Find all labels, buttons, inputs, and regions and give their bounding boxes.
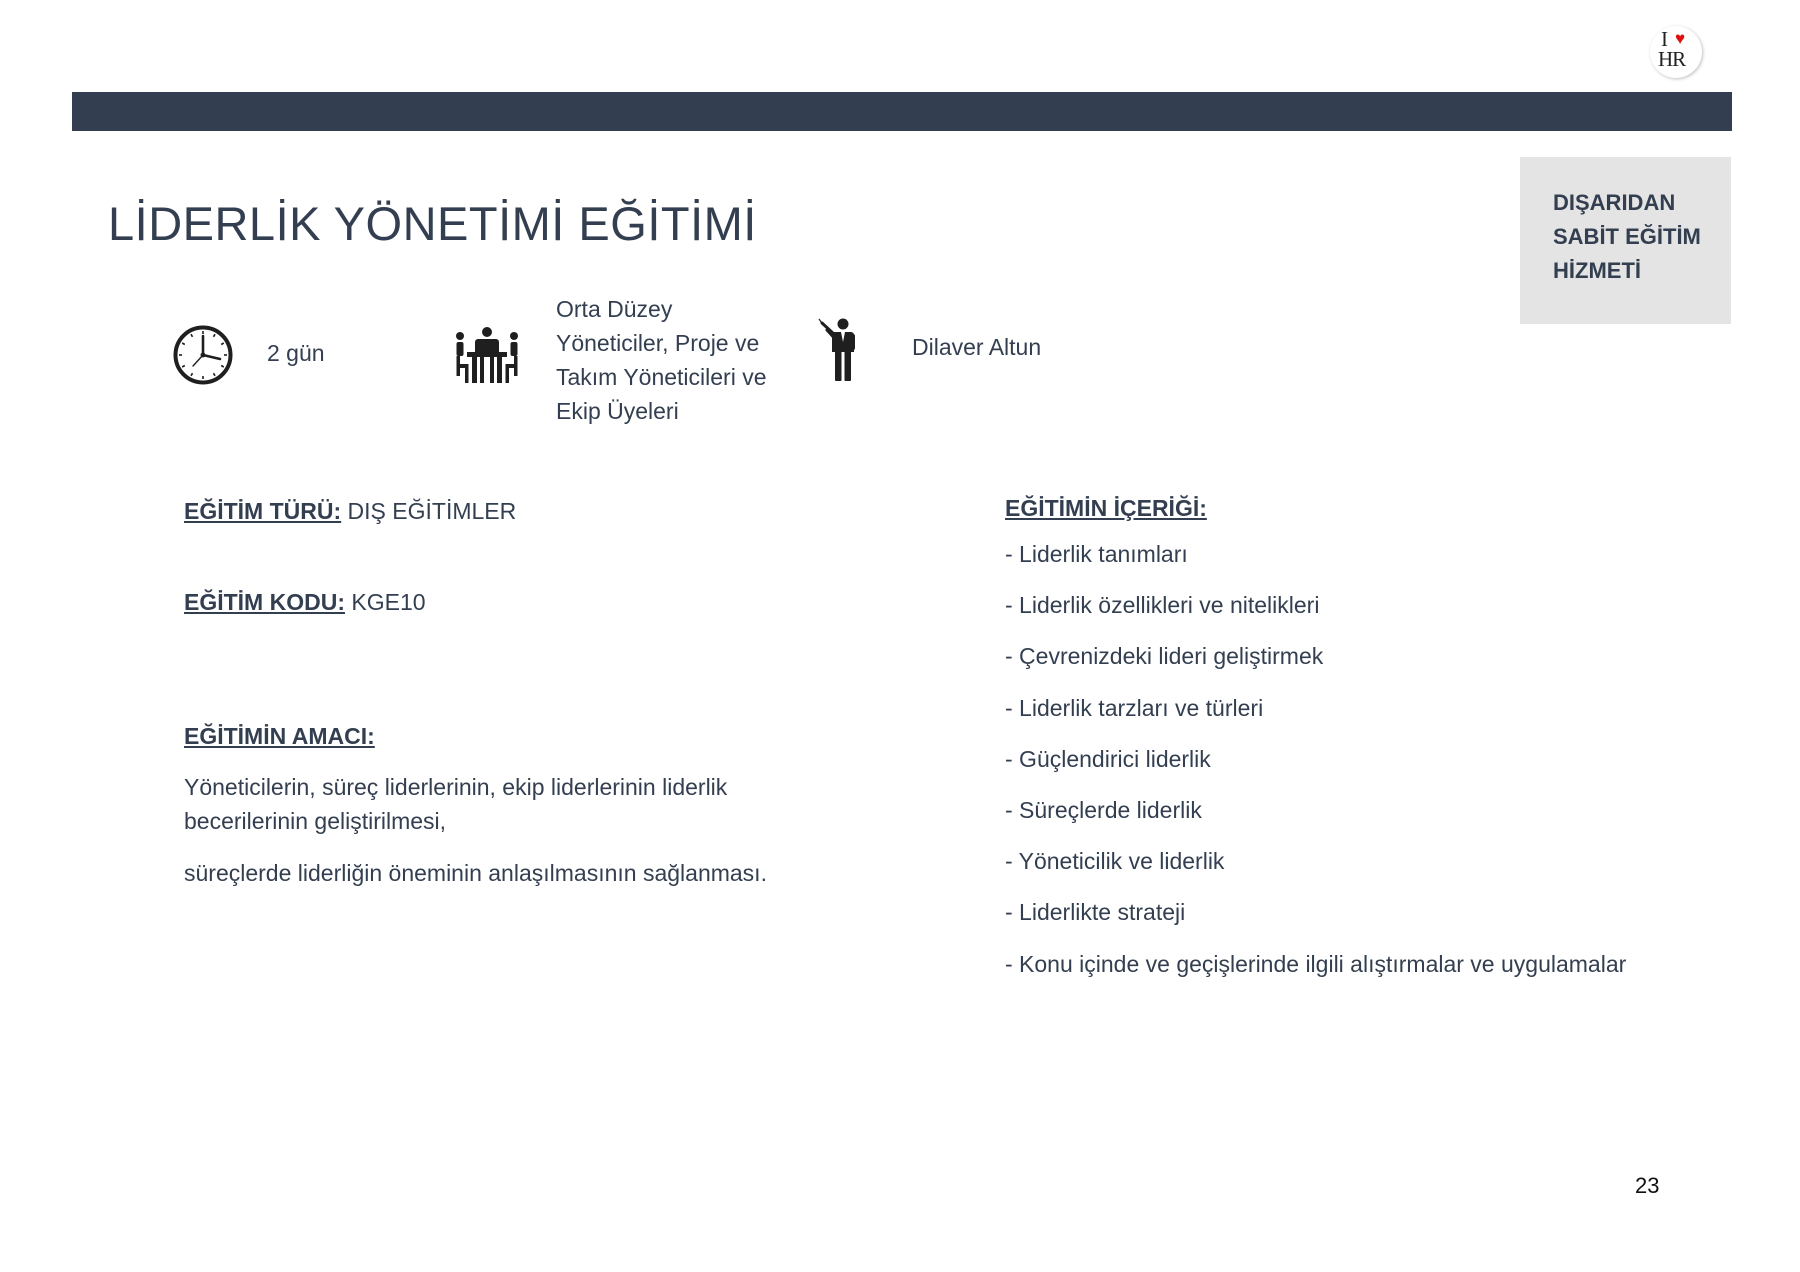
clock-icon (172, 324, 234, 386)
training-code (184, 585, 426, 619)
meeting-people-icon (455, 326, 519, 386)
list-item: - Liderlik özellikleri ve nitelikleri (1005, 592, 1320, 619)
list-item: - Güçlendirici liderlik (1005, 745, 1211, 772)
audience-line-3: Takım Yöneticileri ve (556, 364, 767, 390)
list-item: - Süreçlerde liderlik (1005, 796, 1202, 823)
list-item: - Liderlik tanımları (1005, 541, 1188, 567)
badge-line-1: DIŞARIDAN (1553, 190, 1676, 215)
duration-text: 2 gün (267, 340, 325, 366)
i-love-hr-logo (1650, 26, 1702, 78)
badge-line-2: SABİT EĞİTİM (1553, 224, 1701, 249)
content-label: EĞİTİMİN İÇERİĞİ: (1005, 495, 1207, 521)
presenter-icon (818, 318, 858, 382)
list-item: - Liderlikte strateji (1005, 899, 1186, 926)
heart-icon: ♥ (1675, 29, 1686, 48)
page-number: 23 (1635, 1173, 1660, 1198)
header-bar (72, 92, 1732, 131)
list-item: - Konu içinde ve geçişlerinde ilgili alıştırmalar ve uygulamalar (1005, 950, 1627, 977)
service-type-badge (1520, 157, 1731, 324)
audience-line-2: Yöneticiler, Proje ve (556, 330, 760, 356)
trainer-name: Dilaver Altun (912, 334, 1042, 360)
logo-letters-hr: HR (1658, 47, 1686, 71)
purpose-line-1: Yöneticilerin, süreç liderlerinin, ekip liderlerinin liderlik (184, 774, 728, 800)
list-item: - Çevrenizdeki lideri geliştirmek (1005, 643, 1324, 670)
logo-letter-i: I (1661, 27, 1668, 51)
content-list (1005, 537, 1626, 998)
training-type-label: EĞİTİM TÜRÜ: (184, 498, 342, 524)
list-item: - Yöneticilik ve liderlik (1005, 848, 1225, 875)
purpose-line-2: becerilerinin geliştirilmesi, (184, 808, 447, 834)
training-code-label: EĞİTİM KODU: (184, 589, 345, 615)
purpose-text-2: süreçlerde liderliğin öneminin anlaşılmasının sağlanması. (184, 860, 767, 886)
purpose-text (184, 770, 727, 838)
audience-text (556, 292, 767, 428)
purpose-label: EĞİTİMİN AMACI: (184, 723, 375, 749)
page-title: LİDERLİK YÖNETİMİ EĞİTİMİ (108, 197, 757, 250)
training-type-value: DIŞ EĞİTİMLER (341, 498, 517, 524)
training-type (184, 494, 516, 528)
training-code-value: KGE10 (345, 589, 426, 615)
badge-line-3: HİZMETİ (1553, 258, 1641, 283)
list-item: - Liderlik tarzları ve türleri (1005, 694, 1264, 721)
audience-line-4: Ekip Üyeleri (556, 398, 679, 424)
audience-line-1: Orta Düzey (556, 296, 673, 322)
